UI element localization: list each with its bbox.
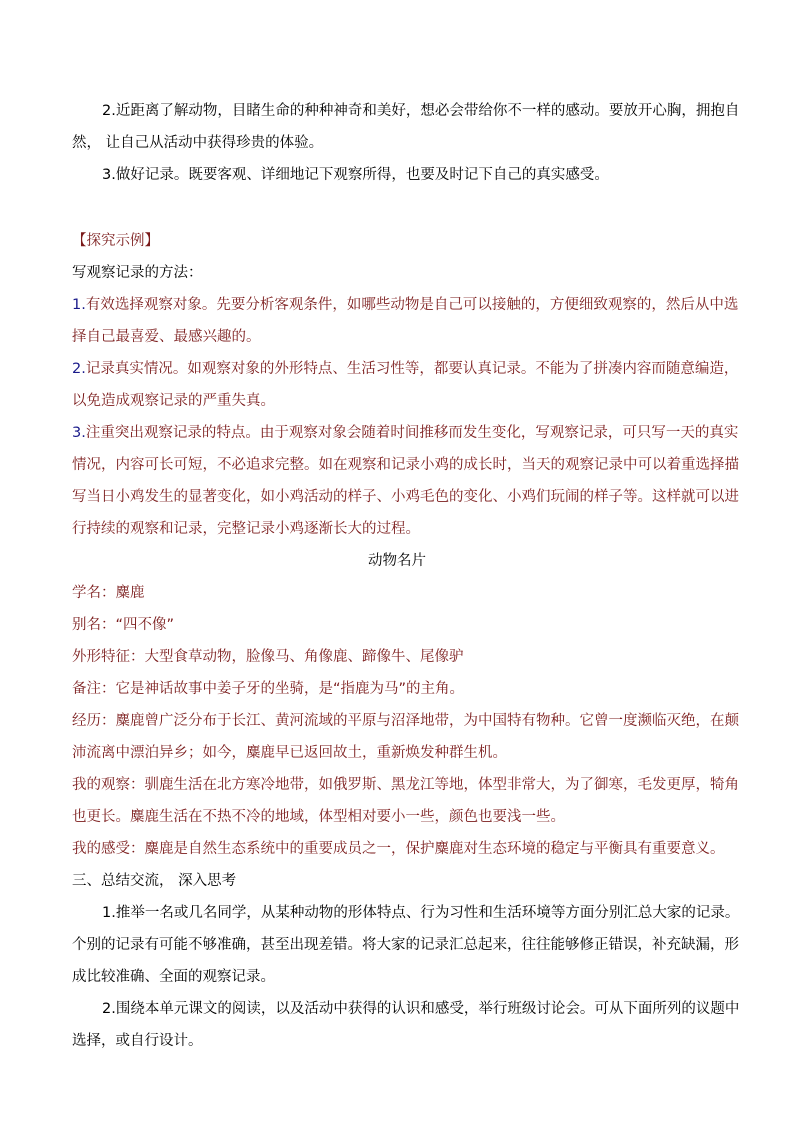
intro-p3: 3.做好记录。既要客观、详细地记下观察所得，也要及时记下自己的真实感受。 bbox=[102, 167, 609, 183]
method-1-line1: 1.有效选择观察对象。先要分析客观条件，如哪些动物是自己可以接触的，方便细致观察的，然后从中选 bbox=[72, 297, 739, 313]
method-1-line2: 择自己最喜爱、最感兴趣的。 bbox=[72, 329, 261, 345]
summary-p1-line1: 1.推举一名或几名同学，从某种动物的形体特点、行为习性和生活环境等方面分别汇总大家的记录。 bbox=[102, 905, 740, 921]
method-3-line4: 行持续的观察和记录，完整记录小鸡逐渐长大的过程。 bbox=[72, 521, 420, 537]
method-2-number: 2. bbox=[72, 361, 86, 377]
method-1-number: 1. bbox=[72, 297, 86, 313]
animal-card-note: 备注：它是神话故事中姜子牙的坐骑，是“指鹿为马”的主角。 bbox=[72, 681, 465, 697]
intro-p2-line1: 2.近距离了解动物，目睹生命的种种神奇和美好，想必会带给你不一样的感动。要放开心胸，拥抱自 bbox=[102, 103, 740, 119]
method-3-line2: 情况，内容可长可短，不必追求完整。如在观察和记录小鸡的成长时，当天的观察记录中可以着重选择描 bbox=[72, 457, 739, 473]
method-title: 写观察记录的方法： bbox=[72, 265, 203, 281]
animal-card-title: 动物名片 bbox=[368, 553, 426, 569]
intro-p2-line2: 然， 让自己从活动中获得珍贵的体验。 bbox=[72, 135, 324, 151]
animal-card-alias: 别名：“四不像” bbox=[72, 617, 175, 633]
method-3-line1: 3.注重突出观察记录的特点。由于观察对象会随着时间推移而发生变化，写观察记录，可只写一天的真实 bbox=[72, 425, 739, 441]
animal-card-feeling: 我的感受：麋鹿是自然生态系统中的重要成员之一，保护麋鹿对生态环境的稳定与平衡具有重要意义。 bbox=[72, 841, 725, 857]
section-heading-summary: 三、总结交流， 深入思考 bbox=[72, 873, 237, 889]
animal-card-observation-line1: 我的观察：驯鹿生活在北方寒冷地带，如俄罗斯、黑龙江等地，体型非常大，为了御寒，毛发更厚，犄角 bbox=[72, 777, 739, 793]
section-heading-example: 【探究示例】 bbox=[72, 233, 159, 249]
method-3-number: 3. bbox=[72, 425, 86, 441]
summary-p1-line3: 成比较准确、全面的观察记录。 bbox=[72, 969, 275, 985]
method-3-line3: 写当日小鸡发生的显著变化，如小鸡活动的样子、小鸡毛色的变化、小鸡们玩闹的样子等。这样就可以进 bbox=[72, 489, 739, 505]
summary-p1-line2: 个别的记录有可能不够准确，甚至出现差错。将大家的记录汇总起来，往往能够修正错误，补充缺漏，形 bbox=[72, 937, 739, 953]
animal-card-history-line2: 沛流离中漂泊异乡；如今，麋鹿早已返回故土，重新焕发种群生机。 bbox=[72, 745, 507, 761]
animal-card-observation-line2: 也更长。麋鹿生活在不热不冷的地域，体型相对要小一些，颜色也要浅一些。 bbox=[72, 809, 565, 825]
method-2-line1: 2.记录真实情况。如观察对象的外形特点、生活习性等，都要认真记录。不能为了拼凑内容而随意编造， bbox=[72, 361, 739, 377]
summary-p2-line2: 选择，或自行设计。 bbox=[72, 1033, 203, 1049]
method-2-line2: 以免造成观察记录的严重失真。 bbox=[72, 393, 275, 409]
summary-p2-line1: 2.围绕本单元课文的阅读，以及活动中获得的认识和感受，举行班级讨论会。可从下面所列的议题中 bbox=[102, 1001, 740, 1017]
animal-card-features: 外形特征：大型食草动物，脸像马、角像鹿、蹄像牛、尾像驴 bbox=[72, 649, 464, 665]
animal-card-history-line1: 经历：麋鹿曾广泛分布于长江、黄河流域的平原与沼泽地带，为中国特有物种。它曾一度濒临灭绝，在颠 bbox=[72, 713, 739, 729]
animal-card-name: 学名：麋鹿 bbox=[72, 585, 145, 601]
